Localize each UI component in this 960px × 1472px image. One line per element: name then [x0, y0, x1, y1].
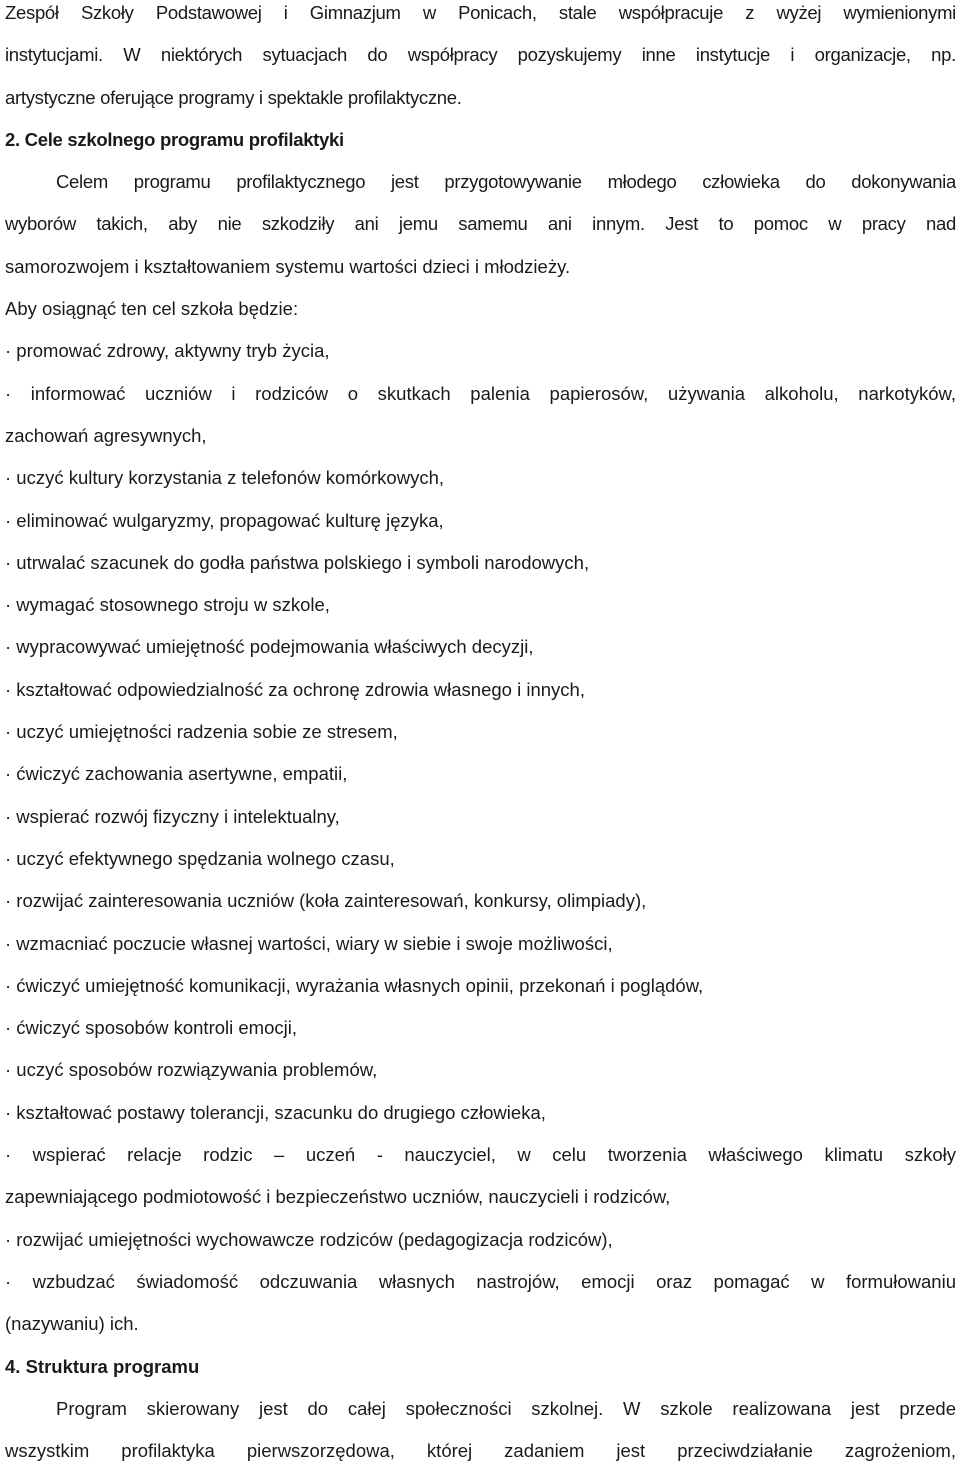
paragraph-line: artystyczne oferujące programy i spektakle profilaktyczne. [5, 86, 462, 108]
list-item: · rozwijać zainteresowania uczniów (koła zainteresowań, konkursy, olimpiady), [5, 890, 647, 912]
list-item: · kształtować odpowiedzialność za ochronę zdrowia własnego i innych, [5, 678, 585, 700]
list-item: · kształtować postawy tolerancji, szacunku do drugiego człowieka, [5, 1101, 546, 1123]
list-item: · uczyć umiejętności radzenia sobie ze stresem, [5, 721, 398, 743]
list-item: · ćwiczyć sposobów kontroli emocji, [5, 1017, 297, 1039]
list-item-continuation: zachowań agresywnych, [5, 424, 207, 446]
paragraph-line: instytucjami. W niektórych sytuacjach do współpracy pozyskujemy inne instytucje i organizacje, np. [5, 44, 956, 66]
list-item: · wspierać rozwój fizyczny i intelektualny, [5, 805, 340, 827]
list-item: · eliminować wulgaryzmy, propagować kulturę języka, [5, 509, 444, 531]
paragraph-line: wyborów takich, aby nie szkodziły ani jemu samemu ani innym. Jest to pomoc w pracy nad [5, 213, 956, 235]
section-heading-structure: 4. Struktura programu [5, 1355, 200, 1377]
paragraph-line: samorozwojem i kształtowaniem systemu wartości dzieci i młodzieży. [5, 255, 571, 277]
list-item-continuation: zapewniającego podmiotowość i bezpieczeństwo uczniów, nauczycieli i rodziców, [5, 1186, 671, 1208]
list-item: · uczyć kultury korzystania z telefonów komórkowych, [5, 467, 445, 489]
list-item: · wzmacniać poczucie własnej wartości, wiary w siebie i swoje możliwości, [5, 932, 613, 954]
paragraph-line: wszystkim profilaktyka pierwszorzędowa, której zadaniem jest przeciwdziałanie zagrożeniom, [5, 1440, 956, 1462]
list-item: · wspierać relacje rodzic – uczeń - nauczyciel, w celu tworzenia właściwego klimatu szkoły [5, 1144, 956, 1166]
list-item-continuation: (nazywaniu) ich. [5, 1313, 139, 1335]
paragraph-line: Celem programu profilaktycznego jest przygotowywanie młodego człowieka do dokonywania [56, 171, 956, 193]
document-page [5, 0, 956, 1472]
list-item: · wymagać stosownego stroju w szkole, [5, 594, 330, 616]
list-item: · ćwiczyć umiejętność komunikacji, wyrażania własnych opinii, przekonań i poglądów, [5, 974, 704, 996]
list-item: · rozwijać umiejętności wychowawcze rodziców (pedagogizacja rodziców), [5, 1228, 613, 1250]
paragraph-line: Zespół Szkoły Podstawowej i Gimnazjum w Ponicach, stale współpracuje z wyżej wymienionymi [5, 2, 956, 23]
list-item: · uczyć efektywnego spędzania wolnego czasu, [5, 847, 395, 869]
list-item: · wzbudzać świadomość odczuwania własnych nastrojów, emocji oraz pomagać w formułowaniu [5, 1270, 956, 1292]
paragraph-line: Aby osiągnąć ten cel szkoła będzie: [5, 298, 299, 320]
list-item: · promować zdrowy, aktywny tryb życia, [5, 340, 330, 362]
list-item: · informować uczniów i rodziców o skutkach palenia papierosów, używania alkoholu, narkotyków, [5, 382, 956, 404]
list-item: · utrwalać szacunek do godła państwa polskiego i symboli narodowych, [5, 551, 590, 573]
list-item: · ćwiczyć zachowania asertywne, empatii, [5, 763, 348, 785]
paragraph-line: Program skierowany jest do całej społeczności szkolnej. W szkole realizowana jest przede [56, 1397, 956, 1419]
list-item: · wypracowywać umiejętność podejmowania właściwych decyzji, [5, 636, 534, 658]
list-item: · uczyć sposobów rozwiązywania problemów, [5, 1059, 378, 1081]
section-heading-goals: 2. Cele szkolnego programu profilaktyki [5, 128, 344, 150]
